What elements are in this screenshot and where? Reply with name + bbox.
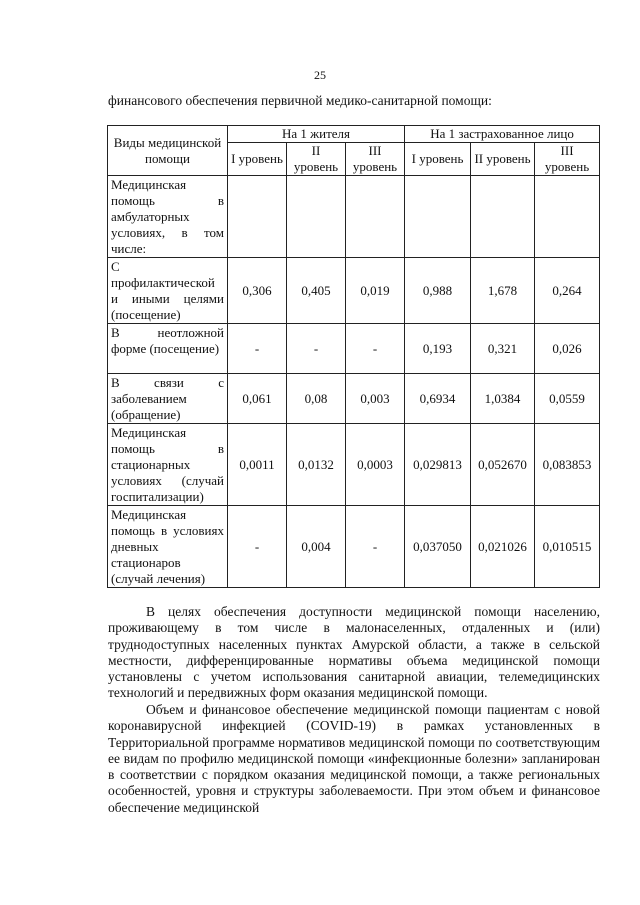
header-resident-level-1: I уровень (228, 143, 287, 176)
header-insured-level-2: II уровень (471, 143, 535, 176)
cell-value (228, 176, 287, 258)
row-label: С профилактической и иными целями (посещение) (108, 258, 228, 324)
table-row (108, 176, 600, 258)
header-resident-level-3: III уровень (346, 143, 405, 176)
table-row (108, 424, 600, 506)
header-resident-level-2: II уровень (287, 143, 346, 176)
cell-value: 1,0384 (471, 374, 535, 424)
cell-value (471, 176, 535, 258)
row-label: В неотложной форме (посещение) (108, 324, 228, 374)
cell-value (287, 176, 346, 258)
cell-value: 0,003 (346, 374, 405, 424)
header-insured-level-3: III уровень (535, 143, 600, 176)
paragraph-covid: Объем и финансовое обеспечение медицинской помощи пациентам с новой коронавирусной инфекцией (COVID-19) в рамках установленных в Территориальной программе нормативов медицинской помощи по соответствующим ее видам по профилю медицинской помощи «инфекционные болезни» запланирован в соответствии с порядком оказания медицинской помощи, а также региональных особенностей, уровня и структуры заболеваемости. При этом объем и финансовое обеспечение медицинской (108, 702, 600, 815)
table-row (108, 258, 600, 324)
cell-value: 0,321 (471, 324, 535, 374)
cell-value: - (346, 324, 405, 374)
cell-value: 0,264 (535, 258, 600, 324)
cell-value: 0,988 (405, 258, 471, 324)
cell-value: 0,052670 (471, 424, 535, 506)
cell-value: - (228, 324, 287, 374)
cell-value (535, 176, 600, 258)
row-label: В связи с заболеванием (обращение) (108, 374, 228, 424)
cell-value: 0,021026 (471, 506, 535, 588)
table-row (108, 506, 600, 588)
cell-value: 0,083853 (535, 424, 600, 506)
cell-value: 0,193 (405, 324, 471, 374)
paragraph-accessibility: В целях обеспечения доступности медицинской помощи населению, проживающему в том числе в малонаселенных, отдаленных и (или) труднодоступных населенных пунктах Амурской области, а также в сельской местности, дифференцированные нормативы объема медицинской помощи установлены с учетом использования санитарной авиации, телемедицинских технологий и передвижных форм оказания медицинской помощи. (108, 604, 600, 701)
cell-value: - (228, 506, 287, 588)
norms-table (107, 125, 600, 588)
table-row (108, 324, 600, 374)
cell-value: 1,678 (471, 258, 535, 324)
cell-value: 0,6934 (405, 374, 471, 424)
cell-value: 0,0011 (228, 424, 287, 506)
cell-value: 0,019 (346, 258, 405, 324)
cell-value: 0,037050 (405, 506, 471, 588)
cell-value: 0,004 (287, 506, 346, 588)
cell-value: 0,0003 (346, 424, 405, 506)
header-care-type: Виды медицинской помощи (108, 126, 228, 176)
cell-value (346, 176, 405, 258)
row-label: Медицинская помощь в стационарных условиях (случай госпитализации) (108, 424, 228, 506)
cell-value: - (287, 324, 346, 374)
cell-value: 0,405 (287, 258, 346, 324)
cell-value: 0,029813 (405, 424, 471, 506)
cell-value: 0,010515 (535, 506, 600, 588)
header-per-resident: На 1 жителя (228, 126, 405, 143)
cell-value: 0,08 (287, 374, 346, 424)
cell-value: 0,0559 (535, 374, 600, 424)
page-number: 25 (314, 68, 326, 82)
cell-value: 0,306 (228, 258, 287, 324)
header-insured-level-1: I уровень (405, 143, 471, 176)
table-row (108, 374, 600, 424)
cell-value (405, 176, 471, 258)
row-label: Медицинская помощь в условиях дневных стационаров (случай лечения) (108, 506, 228, 588)
row-label: Медицинская помощь в амбулаторных условиях, в том числе: (108, 176, 228, 258)
header-per-insured: На 1 застрахованное лицо (405, 126, 600, 143)
cell-value: 0,026 (535, 324, 600, 374)
cell-value: - (346, 506, 405, 588)
cell-value: 0,061 (228, 374, 287, 424)
intro-text: финансового обеспечения первичной медико-санитарной помощи: (108, 93, 492, 108)
cell-value: 0,0132 (287, 424, 346, 506)
